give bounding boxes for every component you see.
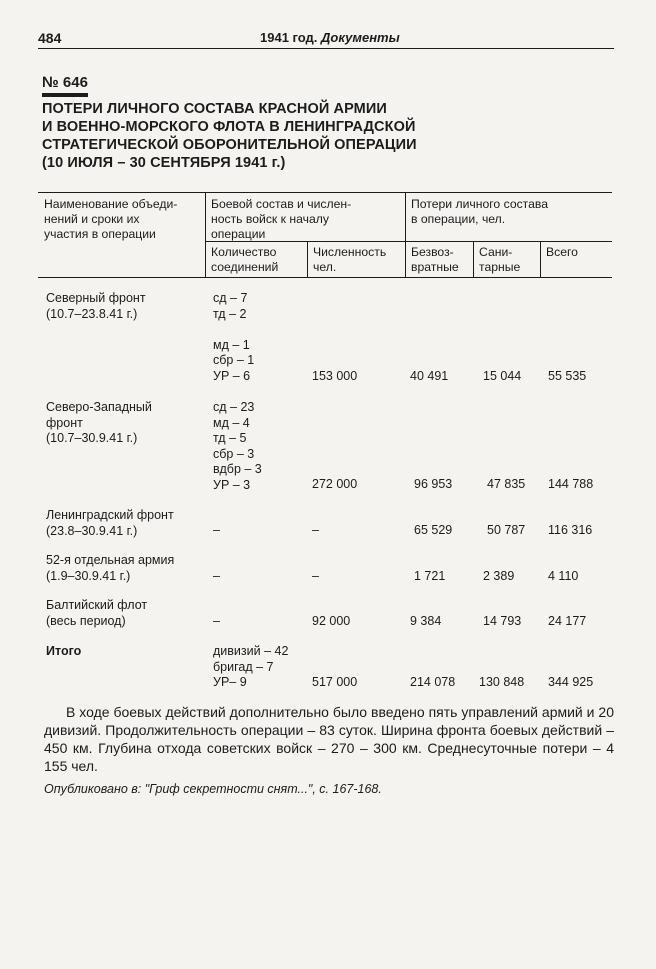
page-number: 484 xyxy=(38,30,62,46)
cell-sanitary: 50 787 xyxy=(487,523,526,537)
table-row-name: Балтийский флот (весь период) xyxy=(46,598,148,628)
table-row-name: Северо-Западный фронт (10.7–30.9.41 г.) xyxy=(46,400,152,445)
cell-sanitary: 130 848 xyxy=(479,675,525,689)
cell-total: 55 535 xyxy=(548,369,587,383)
group-header-losses: Потери личного состава в операции, чел. xyxy=(411,197,549,226)
title-line: И ВОЕННО-МОРСКОГО ФЛОТА В ЛЕНИНГРАДСКОЙ xyxy=(42,119,416,135)
cell-strength: 517 000 xyxy=(312,675,358,689)
title-line: ПОТЕРИ ЛИЧНОГО СОСТАВА КРАСНОЙ АРМИИ xyxy=(42,101,387,117)
cell-total: 144 788 xyxy=(548,477,594,491)
running-title-year: 1941 год. xyxy=(260,30,318,45)
table-row-name: Ленинградский фронт (23.8–30.9.41 г.) xyxy=(46,508,174,538)
cell-irrecoverable: 1 721 xyxy=(414,569,446,583)
header-divider xyxy=(405,193,406,277)
col-header-count: Количество соединений xyxy=(211,245,279,274)
cell-strength: 272 000 xyxy=(312,477,358,491)
group-header-strength: Боевой состав и числен- ность войск к началу операции xyxy=(211,197,352,241)
table-row-units: – xyxy=(213,614,220,628)
cell-strength: – xyxy=(312,523,319,537)
cell-strength: – xyxy=(312,569,319,583)
table-row-units: – xyxy=(213,569,220,583)
header-divider xyxy=(540,241,541,277)
col-header-strength: Численность чел. xyxy=(313,245,387,274)
cell-irrecoverable: 96 953 xyxy=(414,477,453,491)
cell-sanitary: 15 044 xyxy=(483,369,522,383)
cell-strength: 153 000 xyxy=(312,369,358,383)
running-header xyxy=(38,28,614,49)
header-divider xyxy=(307,241,308,277)
table-row-name: Северный фронт (10.7–23.8.41 г.) xyxy=(46,291,146,321)
cell-total: 4 110 xyxy=(548,569,579,583)
table-row-units: сд – 23 мд – 4 тд – 5 сбр – 3 вдбр – 3 УР – 3 xyxy=(213,400,262,492)
header-divider xyxy=(473,241,474,277)
table-header xyxy=(38,192,612,278)
table-row-units: дивизий – 42 бригад – 7 УР– 9 xyxy=(213,644,289,689)
table-row-total-label: Итого xyxy=(46,644,82,658)
header-divider xyxy=(205,193,206,277)
cell-total: 344 925 xyxy=(548,675,594,689)
document-title xyxy=(42,100,602,172)
cell-irrecoverable: 214 078 xyxy=(410,675,456,689)
col-header-name: Наименование объеди- нений и сроки их участия в операции xyxy=(44,197,178,241)
cell-sanitary: 2 389 xyxy=(483,569,515,583)
summary-paragraph: В ходе боевых действий дополнительно было введено пять управлений армий и 20 дивизий. Продолжительность операции – 83 суток. Ширина фронта боевых действий – 450 км. Глубина отхода советских войск – 270 – 300 км. Среднесуточные потери – 4 155 чел. xyxy=(44,704,614,774)
cell-sanitary: 14 793 xyxy=(483,614,522,628)
table-row-units: – xyxy=(213,523,220,537)
table-row-name: 52-я отдельная армия (1.9–30.9.41 г.) xyxy=(46,553,175,583)
cell-irrecoverable: 65 529 xyxy=(414,523,453,537)
source-note: Опубликовано в: "Гриф секретности снят...", с. 167-168. xyxy=(44,782,382,796)
document-number: № 646 xyxy=(42,74,88,97)
table-row-units: сд – 7 тд – 2 мд – 1 сбр – 1 УР – 6 xyxy=(213,291,255,383)
cell-strength: 92 000 xyxy=(312,614,351,628)
running-title xyxy=(260,30,400,45)
running-title-rest: Документы xyxy=(321,30,400,45)
title-line: (10 ИЮЛЯ – 30 СЕНТЯБРЯ 1941 г.) xyxy=(42,155,286,171)
title-line: СТРАТЕГИЧЕСКОЙ ОБОРОНИТЕЛЬНОЙ ОПЕРАЦИИ xyxy=(42,137,417,153)
cell-total: 116 316 xyxy=(548,523,593,537)
col-header-irrecoverable: Безвоз- вратные xyxy=(411,245,459,274)
cell-total: 24 177 xyxy=(548,614,587,628)
cell-irrecoverable: 9 384 xyxy=(410,614,442,628)
cell-sanitary: 47 835 xyxy=(487,477,526,491)
col-header-total: Всего xyxy=(546,245,578,259)
col-header-sanitary: Сани- тарные xyxy=(479,245,521,274)
cell-irrecoverable: 40 491 xyxy=(410,369,449,383)
